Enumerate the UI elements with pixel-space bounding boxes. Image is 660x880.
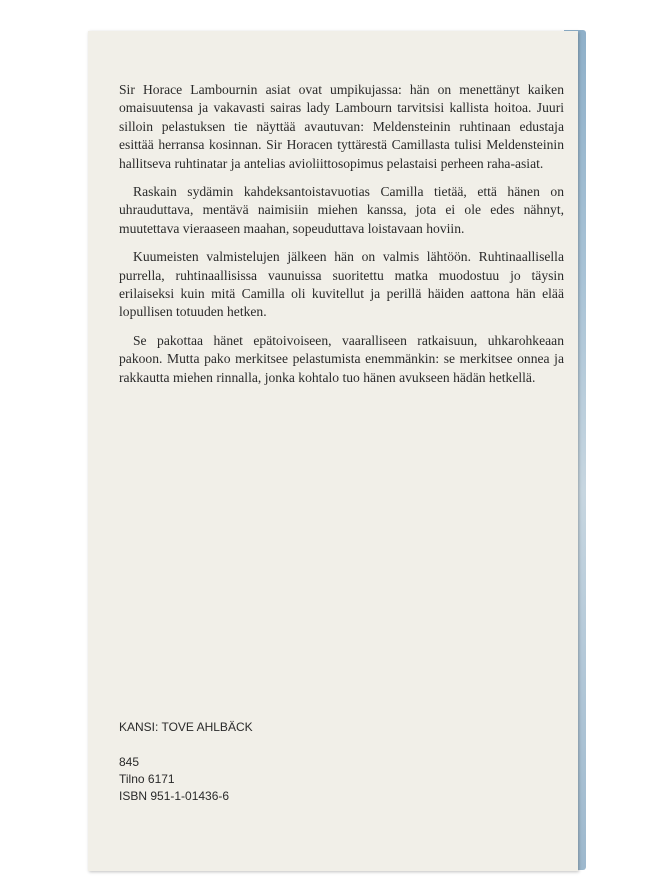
blurb-paragraph: Sir Horace Lambournin asiat ovat umpikujassa: hän on menettänyt kaiken omaisuutensa ja vakavasti sairas lady Lambourn tarvitsisi kallista hoitoa. Juuri silloin pelastuksen tie näyttää avautuvan: Meldensteinin ruhtinaan edustaja esittää herransa kosinnan. Sir Horacen tyttärestä Camillasta tulisi Meldensteinin hallitseva ruhtinatar ja antelias avioliittosopimus pelastaisi perheen raha-asiat. [119, 82, 564, 171]
order-number: Tilno 6171 [119, 772, 175, 786]
catalog-code: 845 [119, 755, 140, 769]
cover-credit: KANSI: TOVE AHLBÄCK [119, 720, 253, 734]
blurb-paragraph: Raskain sydämin kahdeksantoistavuotias Camilla tietää, että hänen on uhrauduttava, mentävä naimisiin miehen kanssa, jota ei ole edes nähnyt, muutettava vieraaseen maahan, sopeuduttava loistavaan hoviin. [119, 184, 564, 236]
blurb-text [119, 81, 564, 397]
credits-block [119, 719, 253, 805]
isbn: ISBN 951-1-01436-6 [119, 789, 230, 803]
blurb-paragraph: Kuumeisten valmistelujen jälkeen hän on valmis lähtöön. Ruhtinaallisella purrella, ruhtinaallisissa vaunuissa suoritettu matka muodostuu jo täysin erilaiseksi kuin mitä Camilla oli kuvitellut ja perillä häiden aattona hän elää lopullisen totuuden hetken. [119, 249, 564, 320]
book-back-cover [88, 31, 578, 871]
blurb-paragraph: Se pakottaa hänet epätoivoiseen, vaaralliseen ratkaisuun, uhkarohkeaan pakoon. Mutta pako merkitsee pelastumista enemmänkin: se merkitsee onnea ja rakkautta miehen rinnalla, jonka kohtalo tuo hänen avukseen hädän hetkellä. [119, 332, 564, 385]
